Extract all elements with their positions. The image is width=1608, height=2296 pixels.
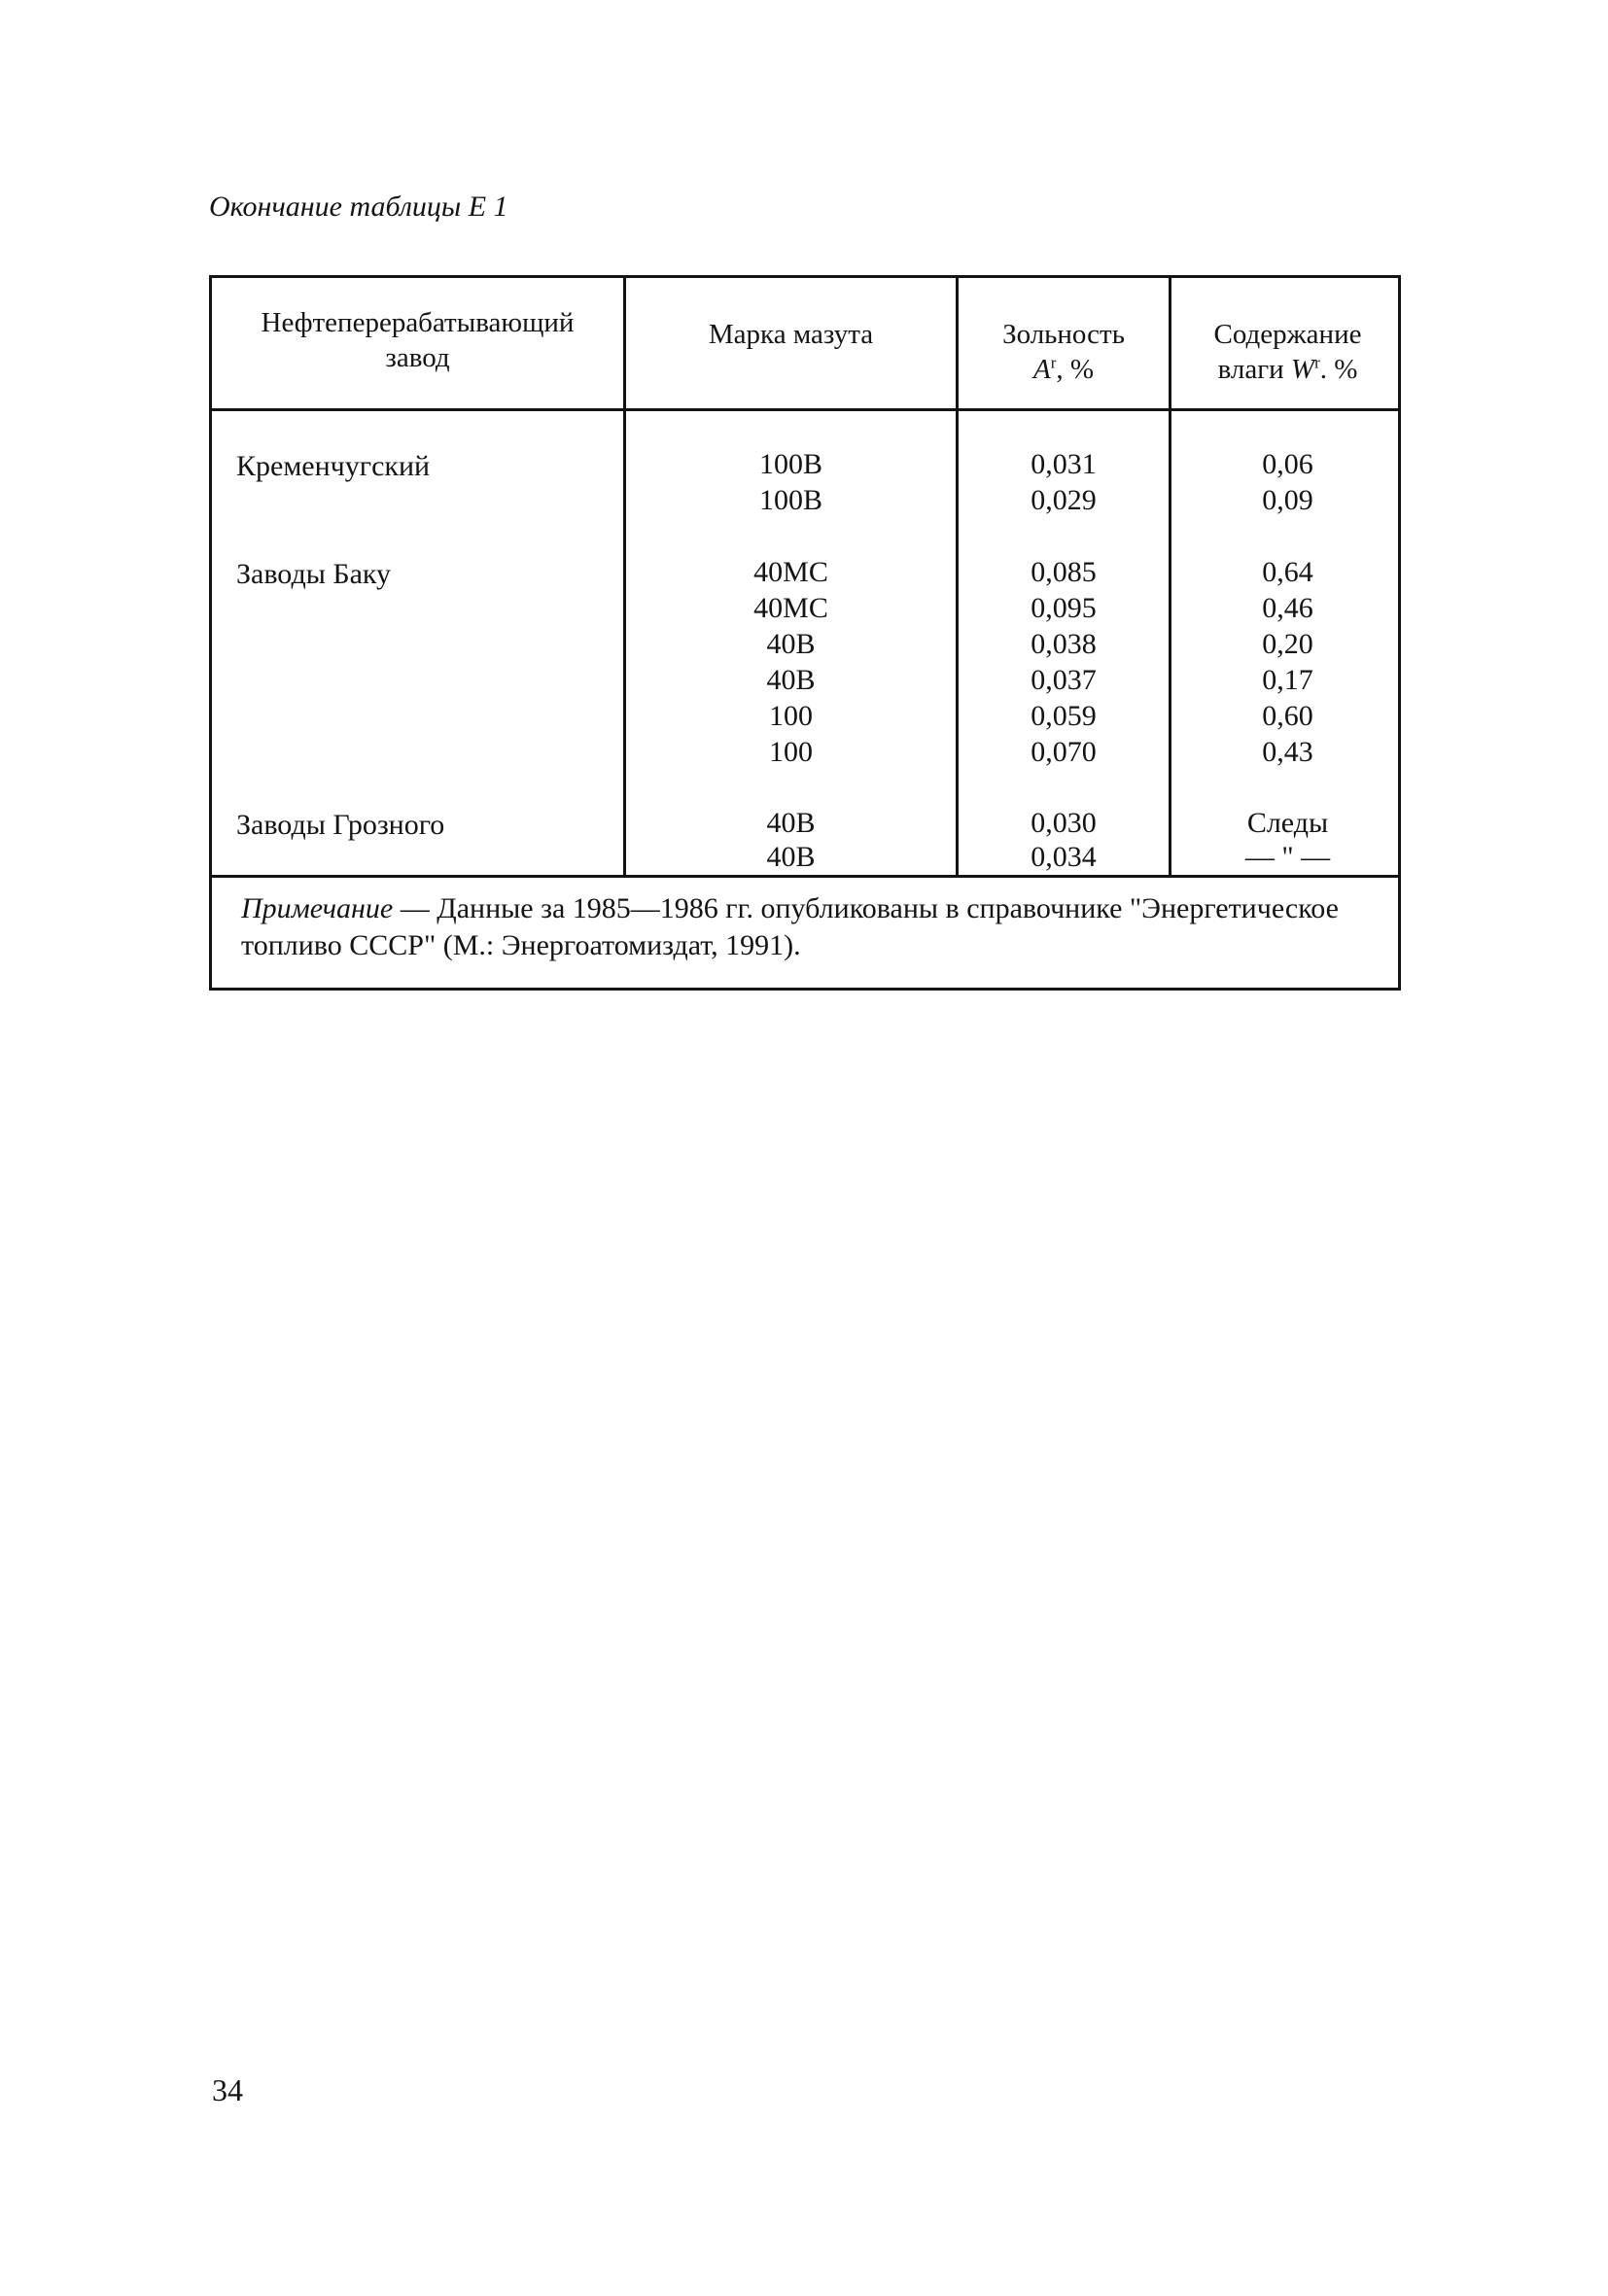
plant-name: Заводы Баку xyxy=(236,558,392,590)
ash-cell: 0,059 xyxy=(1031,700,1097,732)
grade-cell: 40В xyxy=(766,807,816,839)
ash-cell: 0,038 xyxy=(1031,628,1097,660)
grade-cell: 100 xyxy=(769,736,813,768)
moisture-symbol: W xyxy=(1290,354,1315,385)
moisture-cell: 0,46 xyxy=(1262,592,1313,624)
header-grade: Марка мазута xyxy=(708,319,874,350)
table-caption: Окончание таблицы Е 1 xyxy=(209,191,508,223)
moisture-unit: . % xyxy=(1319,354,1358,385)
ash-unit: , % xyxy=(1056,354,1095,385)
ash-cell: 0,031 xyxy=(1031,448,1097,480)
grade-cell: 40В xyxy=(766,664,816,696)
moisture-cell: 0,06 xyxy=(1262,448,1313,480)
ash-cell: 0,095 xyxy=(1031,592,1097,624)
grade-cell: 100В xyxy=(758,484,822,516)
moisture-superscript: r xyxy=(1314,353,1320,372)
ash-cell: 0,030 xyxy=(1031,807,1097,839)
moisture-cell: — " — xyxy=(1244,841,1331,873)
ash-cell: 0,037 xyxy=(1031,664,1097,696)
page-number: 34 xyxy=(212,2072,243,2107)
plant-name: Кременчугский xyxy=(236,450,431,482)
moisture-cell: 0,43 xyxy=(1262,736,1313,768)
moisture-cell: 0,60 xyxy=(1262,700,1313,732)
plant-name: Заводы Грозного xyxy=(236,809,445,841)
moisture-cell: 0,20 xyxy=(1262,628,1313,660)
header-ash-label: Зольность xyxy=(1002,319,1125,350)
moisture-cell: 0,64 xyxy=(1262,556,1313,588)
moisture-prefix: влаги xyxy=(1217,354,1291,385)
header-divider xyxy=(212,408,1398,411)
table-note xyxy=(241,890,1398,964)
note-text: — Данные за 1985—1986 гг. опубликованы в справочнике "Энергетическое топливо СССР" (М.: Энергоатомиздат, 1991). xyxy=(241,892,1339,961)
ash-superscript: r xyxy=(1050,353,1057,372)
grade-cell: 100 xyxy=(769,700,813,732)
grade-cell: 40МС xyxy=(753,556,828,588)
grade-cell: 40МС xyxy=(753,592,828,624)
header-ash-unit-line xyxy=(959,352,1169,387)
note-label: Примечание xyxy=(241,892,394,924)
moisture-cell: 0,17 xyxy=(1262,664,1313,696)
header-moisture-label: Содержание xyxy=(1213,319,1362,350)
grade-cell: 100В xyxy=(758,448,822,480)
ash-cell: 0,029 xyxy=(1031,484,1097,516)
ash-cell: 0,034 xyxy=(1031,841,1097,873)
header-ash xyxy=(959,317,1169,387)
grade-cell: 40В xyxy=(766,628,816,660)
note-divider xyxy=(212,875,1398,878)
grade-cell: 40В xyxy=(766,841,816,873)
ash-symbol: A xyxy=(1032,354,1051,385)
ash-cell: 0,085 xyxy=(1031,556,1097,588)
moisture-cell: 0,09 xyxy=(1262,484,1313,516)
header-plant: Нефтеперерабатывающий завод xyxy=(261,307,575,373)
fuel-oil-table xyxy=(209,275,1401,991)
header-moisture-unit-line xyxy=(1171,352,1404,387)
moisture-cell: Следы xyxy=(1246,807,1329,839)
ash-cell: 0,070 xyxy=(1031,736,1097,768)
header-moisture xyxy=(1171,317,1404,387)
